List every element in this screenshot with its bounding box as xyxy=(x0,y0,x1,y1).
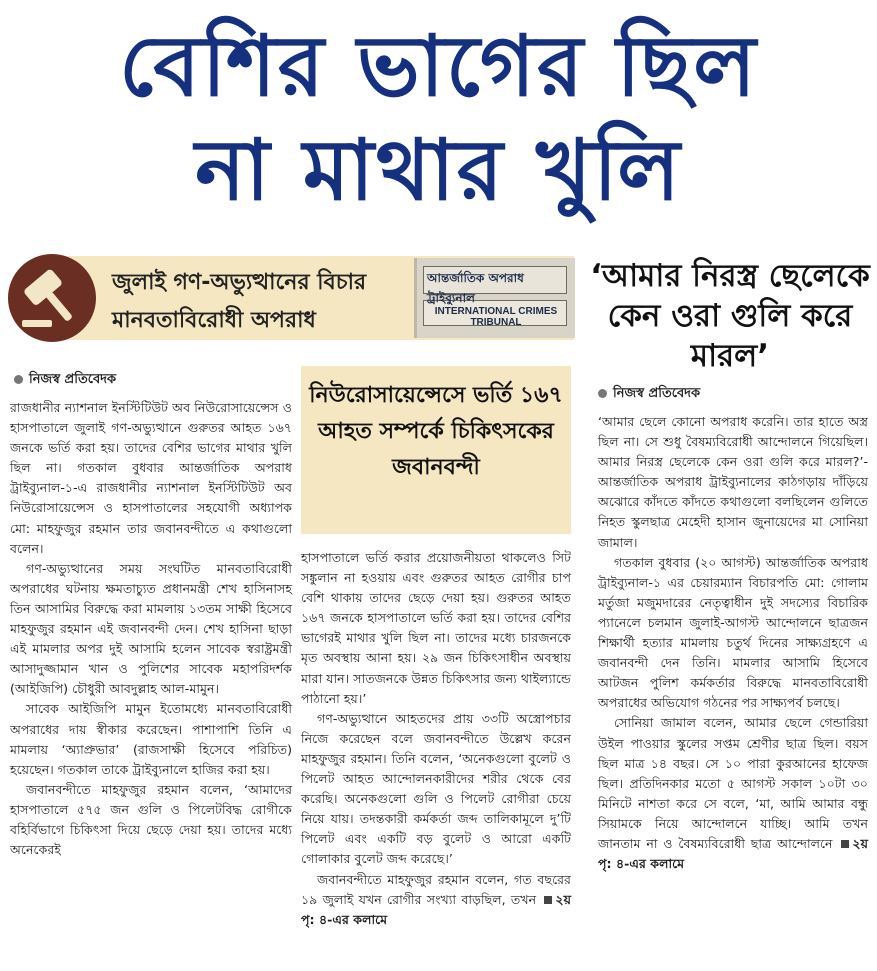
headline-line-2: না মাথার খুলি xyxy=(195,121,682,219)
tribunal-photo xyxy=(414,258,575,338)
left-paragraph-4: জবানবন্দীতে মাহফুজুর রহমান বলেন, ‘আমাদের হাসপাতালে ৫৭৫ জন গুলি ও পিলেটবিদ্ধ রোগীকে বহির্বিভাগে চিকিৎসা দিয়ে ছেড়ে দেয়া হয়। তাদের মধ্যে অনেকেরই xyxy=(10,781,292,858)
middle-paragraph-2: গণ-অভ্যুত্থানে আহতদের প্রায় ৩৩টি অস্ত্রোপচার নিজে করেছেন বলে জবানবন্দীতে উল্লেখ করেন মাহফুজুর রহমান। তিনি বলেন, ‘অনেকগুলো বুলেট ও পিলেট আহত আন্দোলনকারীদের শরীর থেকে বের করেছি। অনেকগুলো গুলি ও পিলেট রোগীরা চেয়ে নিয়ে যায়। তদন্তকারী কর্মকর্তা জব্দ তালিকামূলে দু’টি পিলেট এবং একটি বড় বুলেট ও আরো একটি গোলাকার বুলেট জব্দ করেছে।’ xyxy=(301,710,571,867)
left-paragraph-3: সাবেক আইজিপি মামুন ইতোমধ্যে মানবতাবিরোধী অপরাধের দায় স্বীকার করেছেন। পাশাপাশি তিনি এ মামলায় ‘অ্যাপ্রুভার’ (রাজসাক্ষী হিসেবে পরিচিত) হয়েছেন। গতকাল তাকে ট্রাইব্যুনালে হাজির করা হয়। xyxy=(10,701,292,777)
tribunal-name-bn: আন্তর্জাতিক অপরাধ ট্রাইব্যুনাল xyxy=(427,271,524,305)
banner-tag-crime: মানবতাবিরোধী অপরাধ xyxy=(112,308,316,333)
left-article-body xyxy=(10,398,292,860)
tribunal-name-en: INTERNATIONAL CRIMES TRIBUNAL xyxy=(434,306,558,328)
right-byline xyxy=(598,384,700,405)
left-paragraph-1: রাজধানীর ন্যাশনাল ইনস্টিটিউট অব নিউরোসায়েন্সেস ও হাসপাতালে জুলাই গণ-অভ্যুত্থানে গুরুতর আহত ১৬৭ জনকে ভর্তি করা হয়। তাদের বেশির ভাগের মাথার খুলি ছিল না। গতকাল বুধবার আন্তর্জাতিক অপরাধ ট্রাইব্যুনাল-১-এ রাজধানীর ন্যাশনাল ইনস্টিটিউট অব নিউরোসায়েন্সেস ও হাসপাতালের সহযোগী অধ্যাপক মো: মাহফুজুর রহমান তার জবানবন্দীতে এ কথাগুলো বলেন। xyxy=(10,400,292,556)
right-article-title: ‘আমার নিরস্ত্র ছেলেকে কেন ওরা গুলি করে মারল’ xyxy=(590,258,870,374)
middle-subheadline-box xyxy=(301,366,571,534)
banner-tag-trial: জুলাই গণ-অভ্যুত্থানের বিচার xyxy=(112,270,367,295)
headline-line-1: বেশির ভাগের ছিল xyxy=(119,17,758,115)
right-paragraph-1: ‘আমার ছেলে কোনো অপরাধ করেনি। তার হাতে অস্ত্র ছিল না। সে শুধু বৈষম্যবিরোধী আন্দোলনে গিয়েছিল। আমার নিরস্ত্র ছেলেকে কেন ওরা গুলি করে মারল?’-আন্তর্জাতিক অপরাধ ট্রাইব্যুনালের কাঠগড়ায় দাঁড়িয়ে অঝোরে কাঁদতে কাঁদতে কথাগুলো বলছিলেন গুলিতে নিহত স্কুলছাত্র মেহেদী হাসান জুনায়েদের মা সোনিয়া জামাল। xyxy=(598,414,868,550)
right-paragraph-3-text: সোনিয়া জামাল বলেন, আমার ছেলে গেন্ডারিয়া উইল পাওয়ার স্কুলের সপ্তম শ্রেণীর ছাত্র ছিল। বয়স ছিল মাত্র ১৪ বছর। সে ১০ পারা কুরআনের হাফেজ ছিল। প্রতিদিনকার মতো ৫ আগস্ট সকাল ১০টা ৩০ মিনিটে নাশতা করে সে বলে, ‘মা, আমি আমার বন্ধু সিয়ামকে নিয়ে আন্দোলনে যাচ্ছি। আমি তখন জানতাম না ও বৈষম্যবিরোধী ছাত্র আন্দোলনে xyxy=(598,715,868,851)
middle-paragraph-3-text: জবানবন্দীতে মাহফুজুর রহমান বলেন, গত বছরের ১৯ জুলাই যখন রোগীর সংখ্যা বাড়ছিল, তখন xyxy=(301,871,571,907)
left-byline-text: নিজস্ব প্রতিবেদক xyxy=(29,372,117,387)
right-continuation: ২য় পৃ: ৪-এর কলামে xyxy=(598,835,868,872)
right-article-body xyxy=(598,412,868,874)
left-paragraph-2: গণ-অভ্যুত্থানের সময় সংঘটিত মানবতাবিরোধী অপরাধের ঘটনায় ক্ষমতাচ্যুত প্রধানমন্ত্রী শেখ হাসিনাসহ তিন আসামির বিরুদ্ধে করা মামলায় ১৩তম সাক্ষী হিসেবে মাহফুজুর রহমান এই জবানবন্দী দেন। শেখ হাসিনা ছাড়া এই মামলার অপর দুই আসামি হলেন সাবেক স্বরাষ্ট্রমন্ত্রী আসাদুজ্জামান খান ও পুলিশের সাবেক মহাপরিদর্শক (আইজিপি) চৌধুরী আবদুল্লাহ আল-মামুন। xyxy=(10,560,292,697)
left-byline xyxy=(14,370,116,391)
right-byline-text: নিজস্ব প্রতিবেদক xyxy=(613,386,701,401)
gavel-icon xyxy=(8,254,96,342)
right-paragraph-2: গতকাল বুধবার (২০ আগস্ট) আন্তর্জাতিক অপরাধ ট্রাইব্যুনাল-১ এর চেয়ারম্যান বিচারপতি মো: গোলাম মর্তুজা মজুমদারের নেতৃত্বাধীন দুই সদস্যের বিচারিক প্যানেলে চলমান জুলাই-আগস্ট আন্দোলনে ছাত্রজন শিক্ষার্থী হত্যার মামলায় চতুর্থ দিনের সাক্ষ্যগ্রহণে এ জবানবন্দী দেন তিনি। মামলার আসামি হিসেবে আটজন পুলিশ কর্মকর্তার বিরুদ্ধে মানবতাবিরোধী অপরাধের অভিযোগ গঠনের পর সাক্ষ্যপর্ব চলছে। xyxy=(598,554,868,711)
byline-bullet-icon xyxy=(598,389,607,398)
byline-bullet-icon xyxy=(14,375,23,384)
middle-article-body xyxy=(301,548,571,930)
continuation-square-icon xyxy=(841,840,849,848)
middle-paragraph-3 xyxy=(301,870,571,930)
middle-continuation: ২য় পৃ: ৪-এর কলামে xyxy=(301,891,571,927)
right-paragraph-3 xyxy=(598,713,868,874)
continuation-square-icon xyxy=(544,896,552,904)
middle-paragraph-1: হাসপাতালে ভর্তি করার প্রয়োজনীয়তা থাকলেও সিট সঙ্কুলান না হওয়ায় এবং গুরুতর আহত রোগীর চাপ বেশি থাকায় তাদের ছেড়ে দেয়া হয়। গুরুতর আহত ১৬৭ জনকে হাসপাতালে ভর্তি করা হয়। তাদের বেশির ভাগেরই মাথার খুলি ছিল না। তাদের মধ্যে চারজনকে মৃত অবস্থায় আনা হয়। ২৯ জন চিকিৎসাধীন অবস্থায় মারা যান। সাতজনকে উন্নত চিকিৎসার জন্য থাইল্যান্ডে পাঠানো হয়।’ xyxy=(301,550,571,706)
middle-subheadline: নিউরোসায়েন্সেসে ভর্তি ১৬৭ আহত সম্পর্কে চিকিৎসকের জবানবন্দী xyxy=(309,383,563,480)
